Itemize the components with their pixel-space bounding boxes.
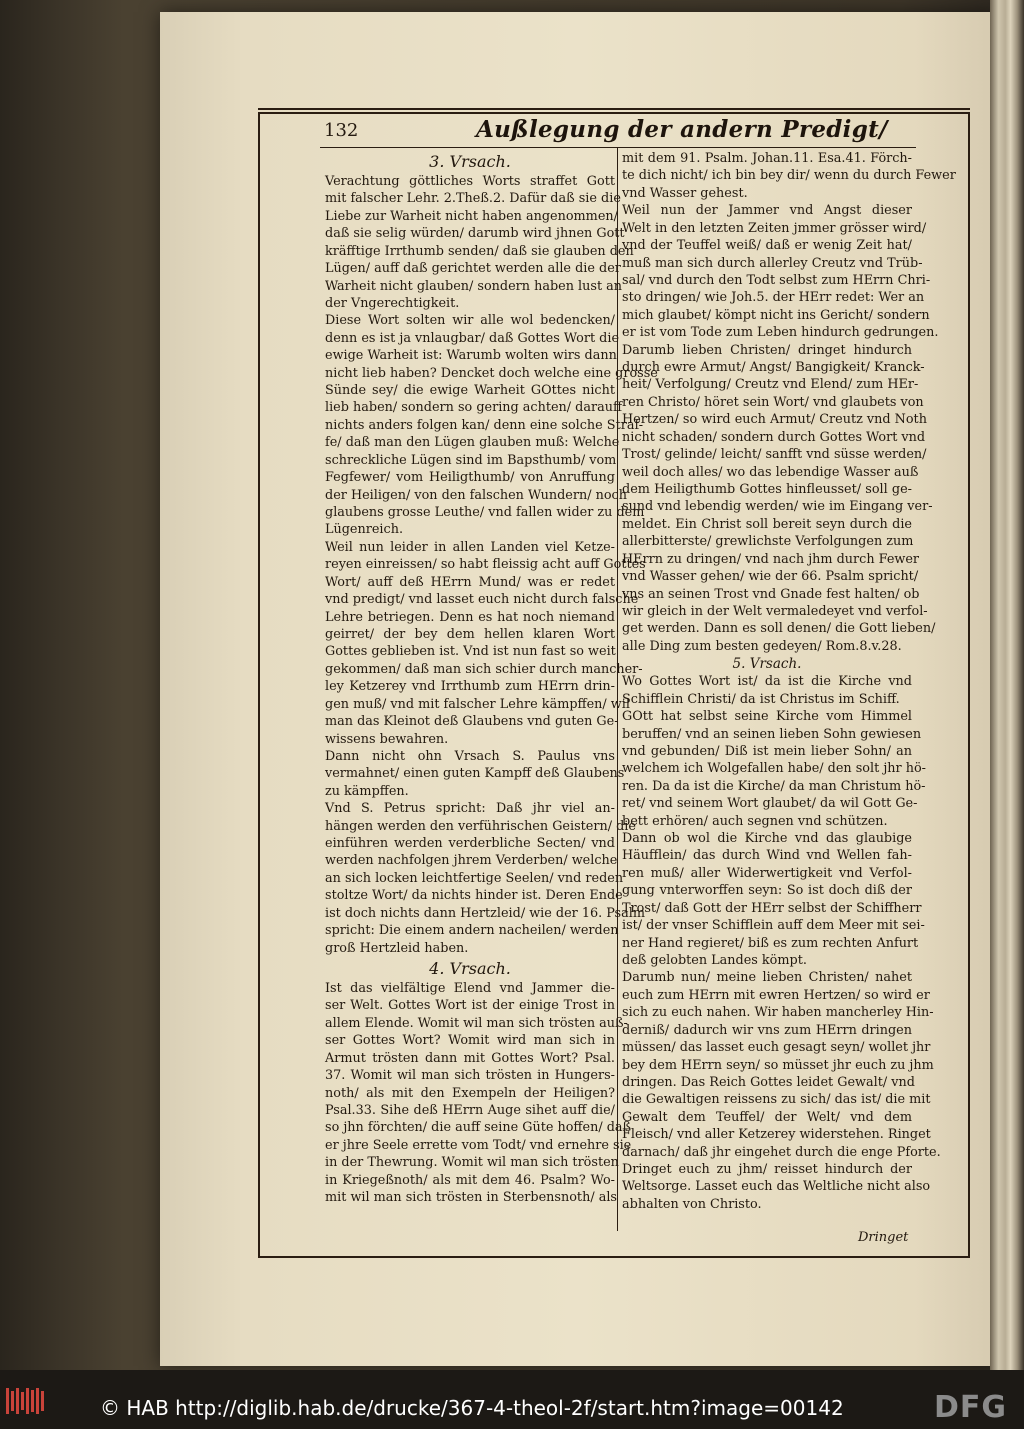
text-line: dem Heiligthumb Gottes hinfleusset/ soll ge- [622,482,912,498]
text-line: mit falscher Lehr. 2.Theß.2. Dafür daß sie die [325,191,621,207]
text-line: Weil nun leider in allen Landen viel Ketze- [325,539,615,555]
text-line: Ist das vielfältige Elend vnd Jammer die- [325,980,615,996]
text-line: HErrn zu dringen/ vnd nach jhm durch Fewer [622,551,920,567]
text-line: Weil nun der Jammer vnd Angst dieser [622,203,912,219]
text-line: groß Hertzleid haben. [325,940,469,956]
text-line: Fegfewer/ vom Heiligthumb/ von Anruffung [325,470,615,486]
text-line: Sünde sey/ die ewige Warheit GOttes nicht [325,383,615,399]
text-line: Liebe zur Warheit nicht haben angenommen/ [325,208,618,224]
text-line: Warheit nicht glauben/ sondern haben lust an [325,278,623,294]
text-line: Lügenreich. [325,522,404,538]
page-number: 132 [324,120,359,141]
text-line: geirret/ der bey dem hellen klaren Wort [325,626,615,642]
text-line: Wo Gottes Wort ist/ da ist die Kirche vnd [622,674,912,690]
page-header [262,116,962,146]
text-line: Gottes geblieben ist. Vnd ist nun fast so weit [325,644,616,660]
running-title: Außlegung der andern Predigt/ [476,116,888,143]
text-line: deß gelobten Landes kömpt. [622,952,807,968]
text-line: müssen/ das lasset euch gesagt seyn/ wollet jhr [622,1040,931,1056]
text-line: sal/ vnd durch den Todt selbst zum HErrn Chri- [622,272,931,288]
text-line: vns an seinen Trost vnd Gnade fest halten/ ob [622,586,920,602]
text-line: ser Welt. Gottes Wort ist der einige Trost in [325,998,615,1014]
source-credit-link[interactable]: © HAB http://diglib.hab.de/drucke/367-4-theol-2f/start.htm?image=00142 [100,1396,844,1420]
text-line: noth/ als mit den Exempeln der Heiligen? [325,1085,615,1101]
text-line: nicht lieb haben? Dencket doch welche eine grosse [325,365,658,381]
text-line: te dich nicht/ ich bin bey dir/ wenn du durch Fewer [622,168,956,184]
text-line: zu kämpffen. [325,783,409,799]
text-line: nichts anders folgen kan/ denn eine solche Straf- [325,417,644,433]
barcode-icon [6,1388,46,1414]
text-line: Häufflein/ das durch Wind vnd Wellen fah- [622,848,912,864]
text-line: Verachtung göttliches Worts straffet Gott [325,174,615,189]
text-line: ley Ketzerey vnd Irrthumb zum HErrn drin- [325,679,615,695]
dfg-logo: DFG [934,1390,1008,1425]
text-line: ren Christo/ höret sein Wort/ vnd glaubets von [622,394,924,410]
text-line: gekommen/ daß man sich schier durch mancher- [325,661,643,677]
text-line: Lügen/ auff daß gerichtet werden alle die der [325,261,621,277]
text-line: Fleisch/ vnd aller Ketzerey widerstehen. Ringet [622,1127,931,1143]
text-line: beruffen/ vnd an seinen lieben Sohn gewiesen [622,726,922,742]
right-column [622,150,956,1235]
text-line: Dann ob wol die Kirche vnd das glaubige [622,831,912,847]
text-line: GOtt hat selbst seine Kirche vom Himmel [622,709,912,725]
text-line: an sich locken leichtfertige Seelen/ vnd reden [325,870,624,886]
text-line: werden nachfolgen jhrem Verderben/ welche [325,853,618,869]
frame-rule-top [258,108,970,110]
text-line: derniß/ dadurch wir vns zum HErrn dringen [622,1022,912,1038]
text-line: schreckliche Lügen sind im Bapsthumb/ vom [325,452,617,468]
text-line: Schifflein Christi/ da ist Christus im Schiff. [622,691,900,707]
text-line: glaubens grosse Leuthe/ vnd fallen wider zu dem [325,505,645,521]
text-line: denn es ist ja vnlaugbar/ daß Gottes Wort die [325,330,620,346]
text-line: weil doch alles/ wo das lebendige Wasser auß [622,464,919,480]
text-line: vermahnet/ einen guten Kampff deß Glaubens [325,766,625,782]
text-line: Armut trösten dann mit Gottes Wort? Psal. [325,1050,615,1066]
text-line: euch zum HErrn mit ewren Hertzen/ so wird er [622,987,930,1003]
text-line: Darumb nun/ meine lieben Christen/ nahet [622,970,912,986]
text-line: dringen. Das Reich Gottes leidet Gewalt/ vnd [622,1074,915,1090]
text-line: Hertzen/ so wird euch Armut/ Creutz vnd Noth [622,412,927,428]
text-line: gung vnterworffen seyn: So ist doch diß der [622,883,912,899]
text-line: so jhn förchten/ die auff seine Güte hoffen/ daß [325,1120,632,1136]
section-heading: 5. Vrsach. [732,656,802,673]
text-line: vnd der Teuffel weiß/ daß er wenig Zeit hat/ [622,238,912,254]
text-line: mit dem 91. Psalm. Johan.11. Esa.41. Förch- [622,151,912,166]
text-line: darnach/ daß jhr eingehet durch die enge Pforte. [622,1144,941,1160]
text-line: Welt in den letzten Zeiten jmmer grösser wird/ [622,220,927,236]
text-line: ren muß/ aller Widerwertigkeit vnd Verfol- [622,865,912,881]
text-line: man das Kleinot deß Glaubens vnd guten Ge- [325,714,619,730]
text-line: mit wil man sich trösten in Sterbensnoth/ als [325,1190,617,1206]
catchword: Dringet [858,1230,909,1245]
text-line: hängen werden den verführischen Geistern/ die [325,818,636,834]
text-line: kräfftige Irrthumb senden/ daß sie glauben den [325,243,634,259]
text-line: spricht: Die einem andern nacheilen/ werden [325,923,619,939]
text-line: wir gleich in der Welt vermaledeyet vnd verfol- [622,603,928,619]
text-line: Vnd S. Petrus spricht: Daß jhr viel an- [325,801,615,817]
text-line: stoltze Wort/ da nichts hinder ist. Deren Ende [325,888,623,904]
text-line: ren. Da da ist die Kirche/ da man Christum hö- [622,778,926,794]
text-line: in der Thewrung. Womit wil man sich trösten [325,1155,619,1171]
text-line: Trost/ gelinde/ leicht/ sanfft vnd süsse werden/ [622,447,927,463]
text-line: muß man sich durch allerley Creutz vnd Trüb- [622,255,923,271]
text-line: sto dringen/ wie Joh.5. der HErr redet: Wer an [622,290,925,306]
text-line: der Vngerechtigkeit. [325,295,460,311]
text-line: wissens bewahren. [325,731,449,747]
text-line: Weltsorge. Lasset euch das Weltliche nicht also [622,1179,931,1195]
section-heading: 3. Vrsach. [429,152,511,171]
text-line: Wort/ auff deß HErrn Mund/ was er redet [325,574,615,590]
text-line: einführen werden verderbliche Secten/ vnd [325,836,615,852]
text-line: in Kriegeßnoth/ als mit dem 46. Psalm? Wo- [325,1172,615,1188]
text-line: Psal.33. Sihe deß HErrn Auge sihet auff die/ [325,1102,615,1118]
text-line: er jhre Seele errette vom Todt/ vnd ernehre sie [325,1137,632,1153]
text-line: Dringet euch zu jhm/ reisset hindurch der [622,1162,912,1178]
text-line: abhalten von Christo. [622,1196,762,1212]
text-line: gen muß/ vnd mit falscher Lehre kämpffen/ wil [325,696,630,712]
text-line: bey dem HErrn seyn/ so müsset jhr euch zu jhm [622,1057,934,1073]
text-line: mich glaubet/ kömpt nicht ins Gericht/ sondern [622,307,930,323]
text-line: get werden. Dann es soll denen/ die Gott lieben/ [622,621,936,637]
text-line: allem Elende. Womit wil man sich trösten auß- [325,1015,628,1031]
text-line: Trost/ daß Gott der HErr selbst der Schiffherr [622,900,922,916]
text-line: ser Gottes Wort? Womit wird man sich in [325,1033,615,1049]
text-line: heit/ Verfolgung/ Creutz vnd Elend/ zum HEr- [622,377,919,393]
text-line: Diese Wort solten wir alle wol bedencken/ [325,313,615,329]
text-line: er ist vom Tode zum Leben hindurch gedrungen. [622,325,939,341]
text-line: meldet. Ein Christ soll bereit seyn durch die [622,516,912,532]
text-line: vnd Wasser gehen/ wie der 66. Psalm spricht/ [622,569,919,585]
header-rule [320,147,916,148]
text-line: sich zu euch nahen. Wir haben mancherley Hin- [622,1005,934,1021]
text-line: vnd predigt/ vnd lasset euch nicht durch falsche [325,592,639,608]
left-column [325,150,658,1235]
text-line: vnd gebunden/ Diß ist mein lieber Sohn/ an [622,743,912,759]
text-line: alle Ding zum besten gedeyen/ Rom.8.v.28. [622,638,902,654]
text-line: 37. Womit wil man sich trösten in Hungers- [325,1068,615,1084]
book-edge [990,0,1024,1370]
text-line: ist doch nichts dann Hertzleid/ wie der 16. Psalm [325,905,645,921]
text-line: ewige Warheit ist: Warumb wolten wirs dann [325,348,617,364]
text-line: reyen einreissen/ so habt fleissig acht auff Gottes [325,557,646,573]
text-line: allerbitterste/ grewlichste Verfolgungen zum [622,534,914,550]
text-line: welchem ich Wolgefallen habe/ den solt jhr hö- [622,761,926,777]
text-line: Gewalt dem Teuffel/ der Welt/ vnd dem [622,1109,912,1125]
text-line: sund vnd lebendig werden/ wie im Eingang ver- [622,499,933,515]
text-line: ist/ der vnser Schifflein auff dem Meer mit sei- [622,918,925,934]
text-line: durch ewre Armut/ Angst/ Bangigkeit/ Kranck- [622,360,925,376]
text-line: Dann nicht ohn Vrsach S. Paulus vns [325,748,615,764]
text-line: ret/ vnd seinem Wort glaubet/ da wil Gott Ge- [622,796,918,812]
viewer-footer [0,1370,1024,1429]
text-line: lieb haben/ sondern so gering achten/ darauff [325,400,623,416]
text-line: ner Hand regieret/ biß es zum rechten Anfurt [622,935,919,951]
column-divider [617,147,618,1231]
section-heading: 4. Vrsach. [429,958,511,978]
text-line: der Heiligen/ von den falschen Wundern/ noch [325,487,627,503]
text-line: die Gewaltigen reissens zu sich/ das ist/ die mit [622,1092,931,1108]
text-line: daß sie selig würden/ darumb wird jhnen Gott [325,226,625,242]
text-line: vnd Wasser gehest. [622,185,748,201]
text-line: bett erhören/ auch segnen vnd schützen. [622,813,888,829]
text-line: nicht schaden/ sondern durch Gottes Wort vnd [622,429,926,445]
text-line: Lehre betriegen. Denn es hat noch niemand [325,609,615,625]
text-line: Darumb lieben Christen/ dringet hindurch [622,342,912,358]
text-line: fe/ daß man den Lügen glauben muß: Welche [325,435,620,451]
